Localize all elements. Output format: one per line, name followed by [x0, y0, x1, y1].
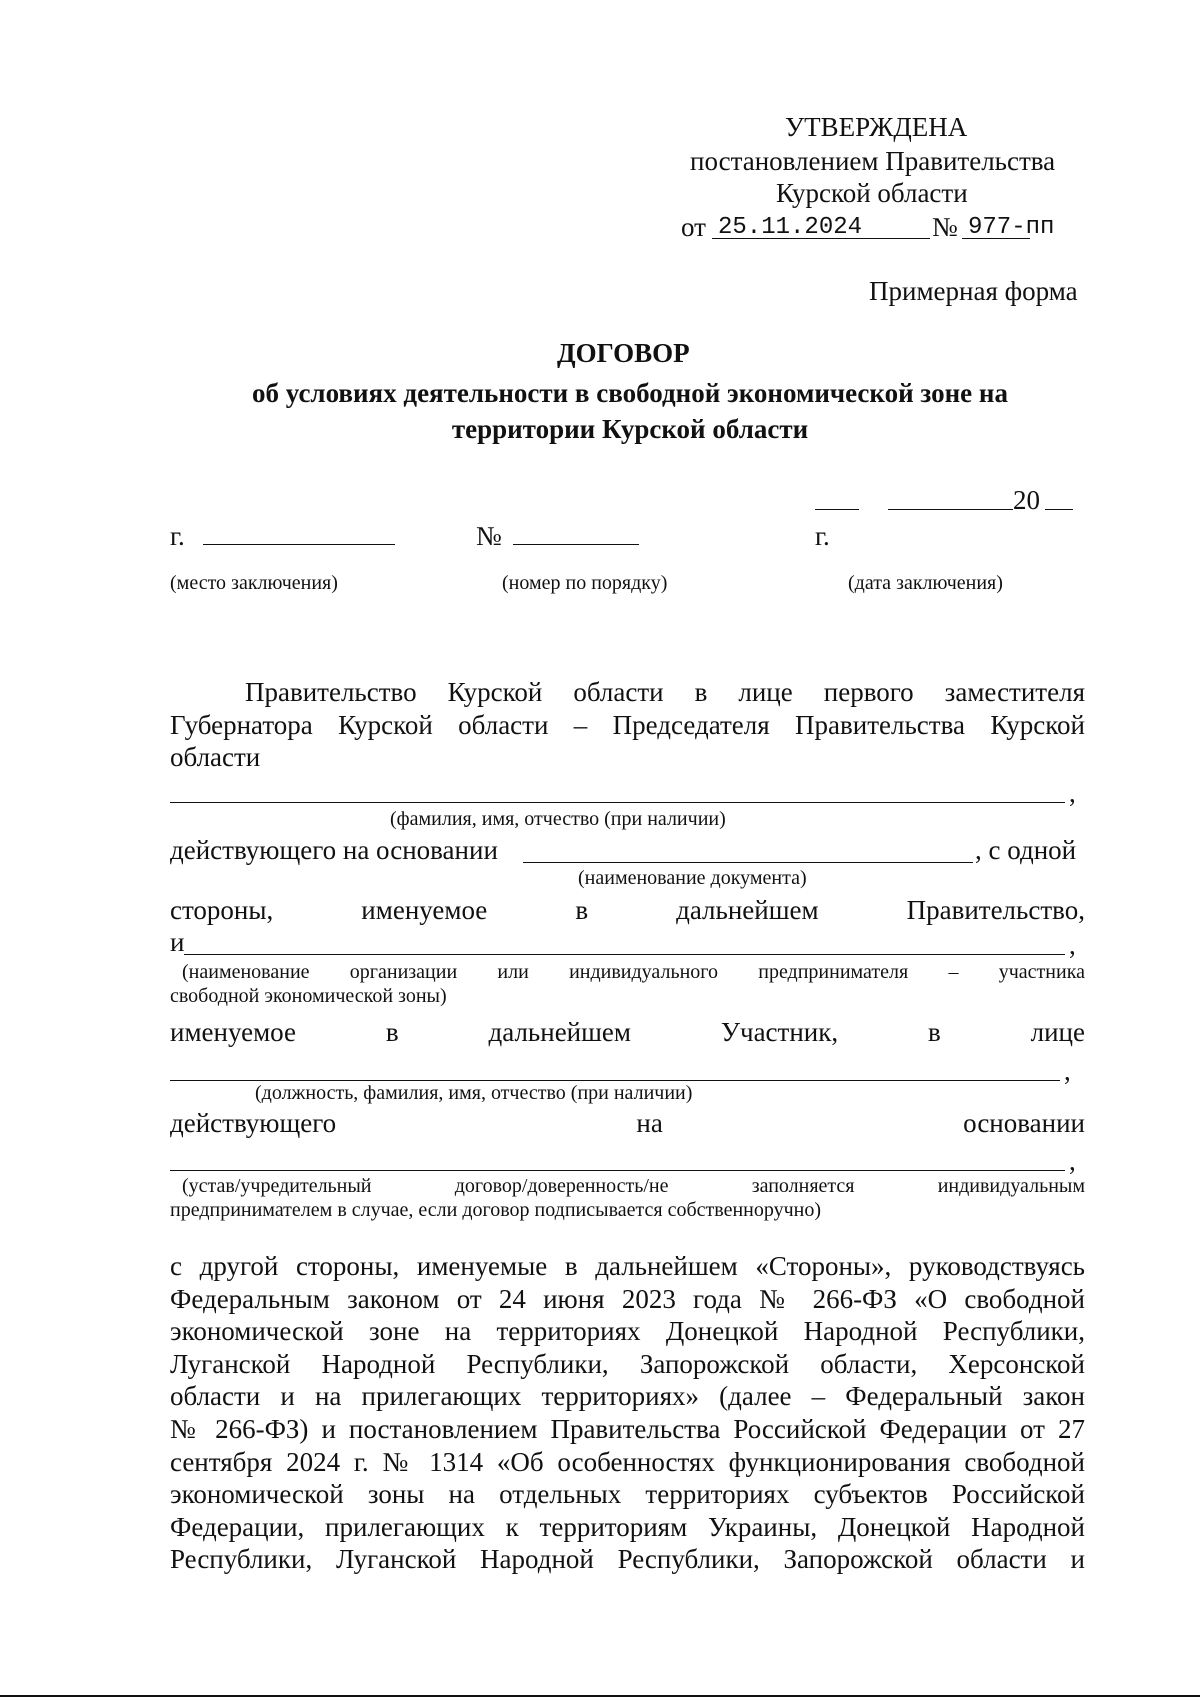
org-comma: , — [1069, 930, 1076, 960]
basis-word: основании — [963, 1108, 1085, 1138]
participant-word: в — [385, 1017, 399, 1047]
number-caption: (номер по порядку) — [502, 572, 668, 594]
basis-word: действующего — [170, 1108, 337, 1138]
org-caption — [170, 960, 1085, 1008]
participant-word: в — [927, 1017, 941, 1047]
participant-word: именуемое — [170, 1017, 296, 1047]
participant-line — [170, 1017, 1085, 1048]
org-caption-line: (наименование организации или индивидуального предпринимателя – участника — [182, 961, 1085, 983]
approval-number-underline — [962, 238, 1030, 239]
charter-caption-line: предпринимателем в случае, если договор подписывается собственноручно) — [170, 1199, 822, 1221]
year-underline — [1045, 509, 1073, 510]
participant-word: Участник, — [720, 1017, 839, 1047]
position-caption: (должность, фамилия, имя, отчество (при наличии) — [255, 1082, 693, 1104]
main-paragraph-line: области и на прилегающих территориях» (далее – Федеральный закон — [170, 1381, 1085, 1412]
approval-date-underline — [712, 238, 930, 239]
contract-number-prefix: № — [476, 521, 502, 551]
approval-date-value: 25.11.2024 — [718, 214, 863, 241]
acting-basis-line — [523, 862, 973, 863]
side-word: стороны, — [170, 895, 274, 925]
year-suffix: г. — [815, 521, 830, 551]
main-paragraph-line: экономической зоны на отдельных территориях субъектов Российской — [170, 1479, 1085, 1510]
year-prefix: 20 — [1013, 485, 1040, 515]
side-line — [170, 895, 1085, 926]
doc-caption: (наименование документа) — [578, 867, 807, 889]
scan-bottom-edge — [0, 1695, 1200, 1697]
side-word: дальнейшем — [676, 895, 819, 925]
charter-field-line — [170, 1170, 1065, 1171]
main-paragraph-line: с другой стороны, именуемые в дальнейшем «Стороны», руководствуясь — [170, 1251, 1085, 1281]
main-paragraph-line: сентября 2024 г. № 1314 «Об особенностях функционирования свободной — [170, 1446, 1085, 1477]
intro-line: Губернатора Курской области – Председателя Правительства Курской — [170, 709, 1085, 740]
and-label: и — [170, 927, 185, 957]
document-subtitle-line1: об условиях деятельности в свободной экономической зоне на — [252, 378, 1008, 408]
contract-number-underline — [513, 544, 639, 545]
approval-number-value: 977-пп — [968, 214, 1055, 241]
document-title: ДОГОВОР — [557, 338, 690, 368]
approval-number-prefix: № — [932, 212, 958, 242]
main-paragraph-line: Луганской Народной Республики, Запорожской области, Херсонской — [170, 1348, 1085, 1379]
city-prefix: г. — [170, 521, 185, 551]
approval-title: УТВЕРЖДЕНА — [785, 112, 968, 142]
acting-label: действующего на основании — [170, 835, 498, 865]
participant-word: лице — [1030, 1017, 1085, 1047]
fio-caption: (фамилия, имя, отчество (при наличии) — [390, 808, 726, 830]
basis-word: на — [636, 1108, 663, 1138]
city-underline — [203, 544, 395, 545]
main-paragraph — [170, 1250, 1085, 1576]
main-paragraph-line: Федеральным законом от 24 июня 2023 года № 266-ФЗ «О свободной — [170, 1283, 1085, 1314]
approval-line1: постановлением Правительства — [690, 146, 1056, 176]
day-underline — [815, 509, 859, 510]
approval-line2: Курской области — [776, 178, 968, 208]
document-subtitle-line2: территории Курской области — [451, 414, 809, 444]
intro-paragraph — [170, 676, 1085, 774]
main-paragraph-line: Республики, Луганской Народной Республики, Запорожской области и — [170, 1544, 1085, 1575]
main-paragraph-line: Федерации, прилегающих к территориям Украины, Донецкой Народной — [170, 1511, 1085, 1542]
basis-line — [170, 1108, 1085, 1139]
main-paragraph-line: экономической зоне на территориях Донецкой Народной Республики, — [170, 1316, 1085, 1347]
side-word: именуемое — [361, 895, 488, 925]
org-field-line — [184, 954, 1065, 955]
intro-line: Правительство Курской области в лице первого заместителя — [245, 677, 1085, 707]
date-caption: (дата заключения) — [848, 572, 1003, 594]
approval-date-prefix: от — [681, 212, 706, 242]
charter-caption — [170, 1174, 1085, 1222]
participant-word: дальнейшем — [488, 1017, 631, 1047]
charter-caption-line: (устав/учредительный договор/доверенность/не заполняется индивидуальным — [182, 1175, 1085, 1197]
side-word: Правительство, — [906, 895, 1085, 925]
position-comma: , — [1064, 1056, 1071, 1086]
month-underline — [888, 509, 1013, 510]
intro-line: области — [170, 742, 261, 773]
side-word: в — [575, 895, 589, 925]
fio-comma: , — [1069, 778, 1076, 808]
org-caption-line: свободной экономической зоны) — [170, 985, 447, 1007]
main-paragraph-line: № 266-ФЗ) и постановлением Правительства Российской Федерации от 27 — [170, 1413, 1085, 1444]
position-field-line — [170, 1080, 1060, 1081]
place-caption: (место заключения) — [170, 572, 338, 594]
acting-suffix: , с одной — [975, 835, 1077, 865]
fio-field-line — [170, 802, 1065, 803]
form-note: Примерная форма — [869, 276, 1078, 306]
charter-comma: , — [1069, 1146, 1076, 1176]
